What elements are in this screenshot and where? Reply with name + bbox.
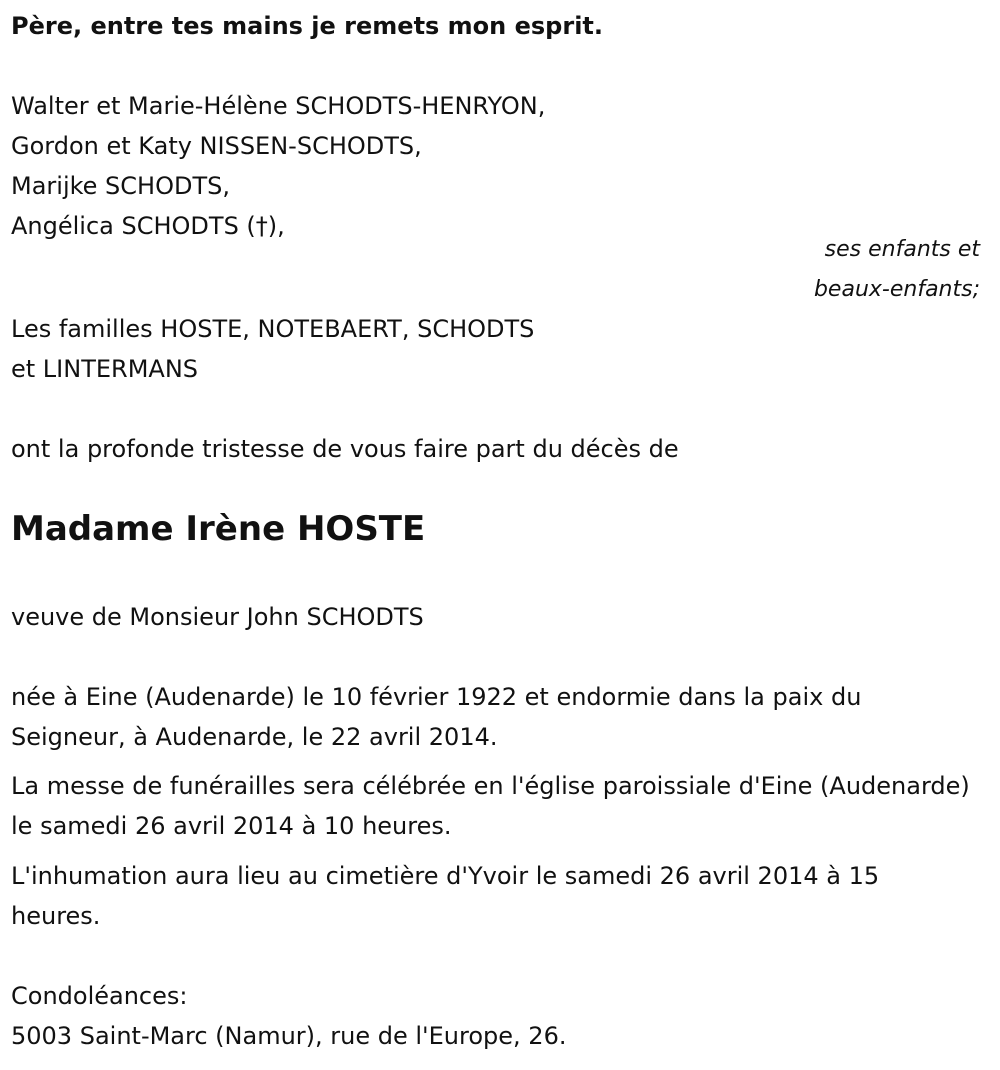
families-line: et LINTERMANS — [11, 355, 199, 383]
deceased-name: Madame Irène HOSTE — [11, 509, 426, 549]
burial-paragraph: L'inhumation aura lieu au cimetière d'Yvoir le samedi 26 avril 2014 à 15 heures. — [11, 862, 880, 930]
condolences-label: Condoléances: — [11, 982, 188, 1010]
birth-death-paragraph: née à Eine (Audenarde) le 10 février 1922 et endormie dans la paix du Seigneur, à Audenarde, le 22 avril 2014. — [11, 683, 862, 751]
children-role — [0, 230, 980, 310]
child-line: Gordon et Katy NISSEN-SCHODTS, — [11, 132, 422, 160]
child-line: Angélica SCHODTS (†), — [11, 212, 285, 240]
families-line: Les familles HOSTE, NOTEBAERT, SCHODTS — [11, 315, 535, 343]
role-line: ses enfants et — [824, 237, 980, 262]
children-list — [11, 86, 545, 246]
child-line: Marijke SCHODTS, — [11, 172, 230, 200]
families-block — [11, 309, 534, 389]
child-line: Walter et Marie-Hélène SCHODTS-HENRYON, — [11, 92, 546, 120]
verse-heading: Père, entre tes mains je remets mon esprit. — [11, 12, 604, 40]
mass-paragraph: La messe de funérailles sera célébrée en l'église paroissiale d'Eine (Audenarde) le samedi 26 avril 2014 à 10 heures. — [11, 772, 970, 840]
widow-of-text: veuve de Monsieur John SCHODTS — [11, 603, 424, 631]
announcement-text: ont la profonde tristesse de vous faire part du décès de — [11, 435, 679, 463]
condolences-address: 5003 Saint-Marc (Namur), rue de l'Europe, 26. — [11, 1022, 567, 1050]
role-line: beaux-enfants; — [813, 277, 980, 302]
